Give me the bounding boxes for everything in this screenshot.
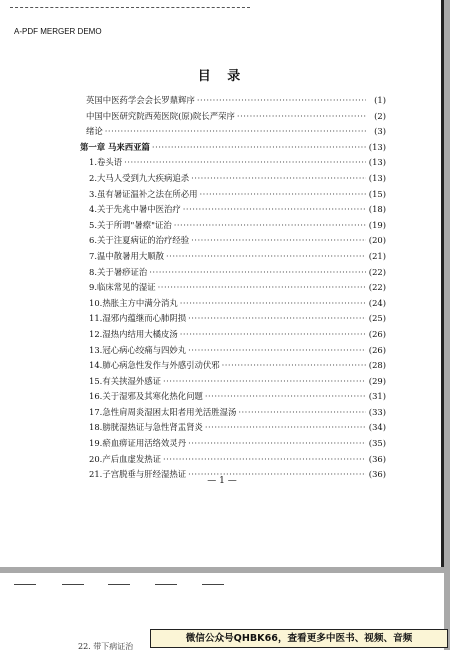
toc-chapter-label: 第一章 马来西亚篇	[80, 141, 150, 152]
toc-entry-label: 4.关于先兆中暑中医治疗	[89, 204, 181, 215]
toc-entry-page: (36)	[368, 469, 386, 480]
page-number: — 1 —	[207, 476, 237, 486]
page2-top-dash	[155, 584, 177, 585]
toc-item-row[interactable]	[80, 172, 386, 188]
toc-entry-page: (13)	[368, 172, 386, 183]
page2-top-dash	[62, 584, 84, 585]
toc-leader-dots	[180, 329, 366, 339]
toc-entry-page: (22)	[368, 266, 386, 277]
toc-leader-dots	[222, 360, 366, 370]
toc-item-row[interactable]	[80, 156, 386, 172]
toc-entry-page: (31)	[368, 391, 386, 402]
toc-item-row[interactable]	[80, 281, 386, 297]
page2-top-dash	[108, 584, 130, 585]
toc-entry-page: (20)	[368, 235, 386, 246]
page2-top-dash	[202, 584, 224, 585]
toc-entry-page: (33)	[368, 406, 386, 417]
toc-entry-label: 8.关于暑痧证治	[89, 266, 148, 277]
toc-leader-dots	[238, 407, 366, 417]
toc-entry-page: (18)	[368, 204, 386, 215]
toc-entry-label: 11.湿邪内蕴继而心肺阴损	[89, 313, 187, 324]
toc-entry-label: 14.肺心病急性发作与外感引动伏邪	[89, 360, 220, 371]
toc-item-row[interactable]	[80, 390, 386, 406]
merger-demo-header: A-PDF MERGER DEMO	[14, 27, 102, 36]
toc-preface-group	[80, 94, 386, 141]
toc-item-row[interactable]	[80, 344, 386, 360]
toc-entry-page: (34)	[368, 422, 386, 433]
toc-entry-label: 20.产后血虚发热证	[89, 453, 161, 464]
toc-item-row[interactable]	[80, 437, 386, 453]
toc-entry-label: 16.关于湿邪及其寒化热化问题	[89, 391, 203, 402]
toc-item-row[interactable]	[80, 203, 386, 219]
toc-entry-label: 9.临床常见的湿证	[89, 282, 156, 293]
toc-entry-label: 中国中医研究院西苑医院(原)院长严荣序	[86, 110, 235, 121]
toc-leader-dots	[158, 282, 366, 292]
toc-entry-label: 15.有关挟湿外感证	[89, 375, 161, 386]
table-of-contents	[80, 94, 386, 484]
toc-entry-page: (22)	[368, 282, 386, 293]
toc-item-row[interactable]	[80, 234, 386, 250]
toc-item-row[interactable]	[80, 188, 386, 204]
toc-entry-label: 12.湿热内结用大橘皮汤	[89, 328, 178, 339]
toc-entry-label: 18.膀胱湿热证与急性肾盂肾炎	[89, 422, 203, 433]
toc-entry-label: 7.温中散暑用大顺散	[89, 250, 164, 261]
toc-entry-page: (3)	[374, 126, 386, 137]
toc-entry-label: 英国中医药学会会长罗鼎辉序	[86, 95, 195, 105]
toc-leader-dots	[183, 204, 366, 214]
toc-item-row[interactable]	[80, 375, 386, 391]
toc-item-row[interactable]	[80, 297, 386, 313]
toc-entry-label: 3.虽有暑证温补之法在所必用	[89, 188, 198, 199]
toc-entry-page: (2)	[374, 110, 386, 121]
toc-item-row[interactable]	[80, 312, 386, 328]
toc-entry-label: 17.急性肩周炎湿困太阳者用羌活胜湿汤	[89, 406, 237, 417]
page2-top-dash	[14, 584, 36, 585]
toc-items-group	[80, 156, 386, 483]
toc-item-row[interactable]	[80, 421, 386, 437]
toc-entry-page: (19)	[368, 219, 386, 230]
toc-entry-page: (25)	[368, 313, 386, 324]
toc-leader-dots	[197, 95, 366, 105]
page-right-border	[441, 0, 444, 567]
toc-entry-label: 6.关于注夏病证的治疗经验	[89, 235, 190, 246]
toc-entry-page: (28)	[368, 360, 386, 371]
toc-leader-dots	[163, 454, 366, 464]
toc-entry-page: (1)	[374, 95, 386, 105]
toc-leader-dots	[152, 142, 366, 152]
toc-leader-dots	[191, 235, 366, 245]
wechat-watermark-banner: 微信公众号QHBK66，查看更多中医书、视频、音频	[150, 629, 448, 648]
toc-preface-row[interactable]	[80, 94, 386, 110]
page-top-dashed-line	[10, 7, 250, 8]
toc-entry-page: (15)	[368, 188, 386, 199]
toc-entry-label: 1.卷头语	[89, 157, 123, 168]
toc-entry-label: 10.热胀主方中满分消丸	[89, 297, 178, 308]
toc-leader-dots	[191, 173, 366, 183]
toc-leader-dots	[149, 267, 366, 277]
toc-entry-page: (36)	[368, 453, 386, 464]
toc-chapter-page: (13)	[368, 141, 386, 152]
toc-entry-page: (29)	[368, 375, 386, 386]
toc-item-row[interactable]	[80, 453, 386, 469]
toc-entry-label: 绪论	[86, 126, 103, 137]
toc-entry-label: 21.子宫脱垂与肝经湿热证	[89, 469, 187, 480]
toc-entry-page: (13)	[368, 157, 386, 168]
toc-title: 目 录	[197, 69, 247, 84]
toc-leader-dots	[205, 391, 366, 401]
toc-leader-dots	[188, 438, 366, 448]
toc-entry-page: (26)	[368, 328, 386, 339]
toc-item-row[interactable]	[80, 406, 386, 422]
toc-item-row[interactable]	[80, 328, 386, 344]
toc-leader-dots	[180, 298, 366, 308]
toc-entry-label: 5.关于所谓"暑瘵"证治	[89, 219, 172, 230]
toc-preface-row[interactable]	[80, 125, 386, 141]
toc-leader-dots	[163, 376, 366, 386]
toc-entry-label: 2.大马人受到九大疾病追杀	[89, 172, 190, 183]
toc-leader-dots	[124, 157, 366, 167]
toc-leader-dots	[200, 189, 367, 199]
toc-leader-dots	[174, 220, 366, 230]
toc-leader-dots	[166, 251, 366, 261]
toc-chapter-row[interactable]	[80, 141, 386, 157]
toc-leader-dots	[188, 313, 366, 323]
toc-leader-dots	[188, 345, 366, 355]
toc-entry-label: 19.瘀血痹证用活络效灵丹	[89, 438, 187, 449]
next-page-partial-text: 22. 带下病证治	[78, 642, 134, 650]
toc-leader-dots	[205, 422, 366, 432]
toc-item-row[interactable]	[80, 219, 386, 235]
toc-leader-dots	[237, 111, 366, 121]
toc-entry-label: 13.冠心病心绞痛与四妙丸	[89, 344, 187, 355]
toc-item-row[interactable]	[80, 359, 386, 375]
toc-preface-row[interactable]	[80, 110, 386, 126]
toc-item-row[interactable]	[80, 266, 386, 282]
toc-entry-page: (24)	[368, 297, 386, 308]
toc-entry-page: (21)	[368, 250, 386, 261]
toc-entry-page: (35)	[368, 438, 386, 449]
toc-item-row[interactable]	[80, 250, 386, 266]
toc-leader-dots	[105, 126, 366, 136]
toc-entry-page: (26)	[368, 344, 386, 355]
